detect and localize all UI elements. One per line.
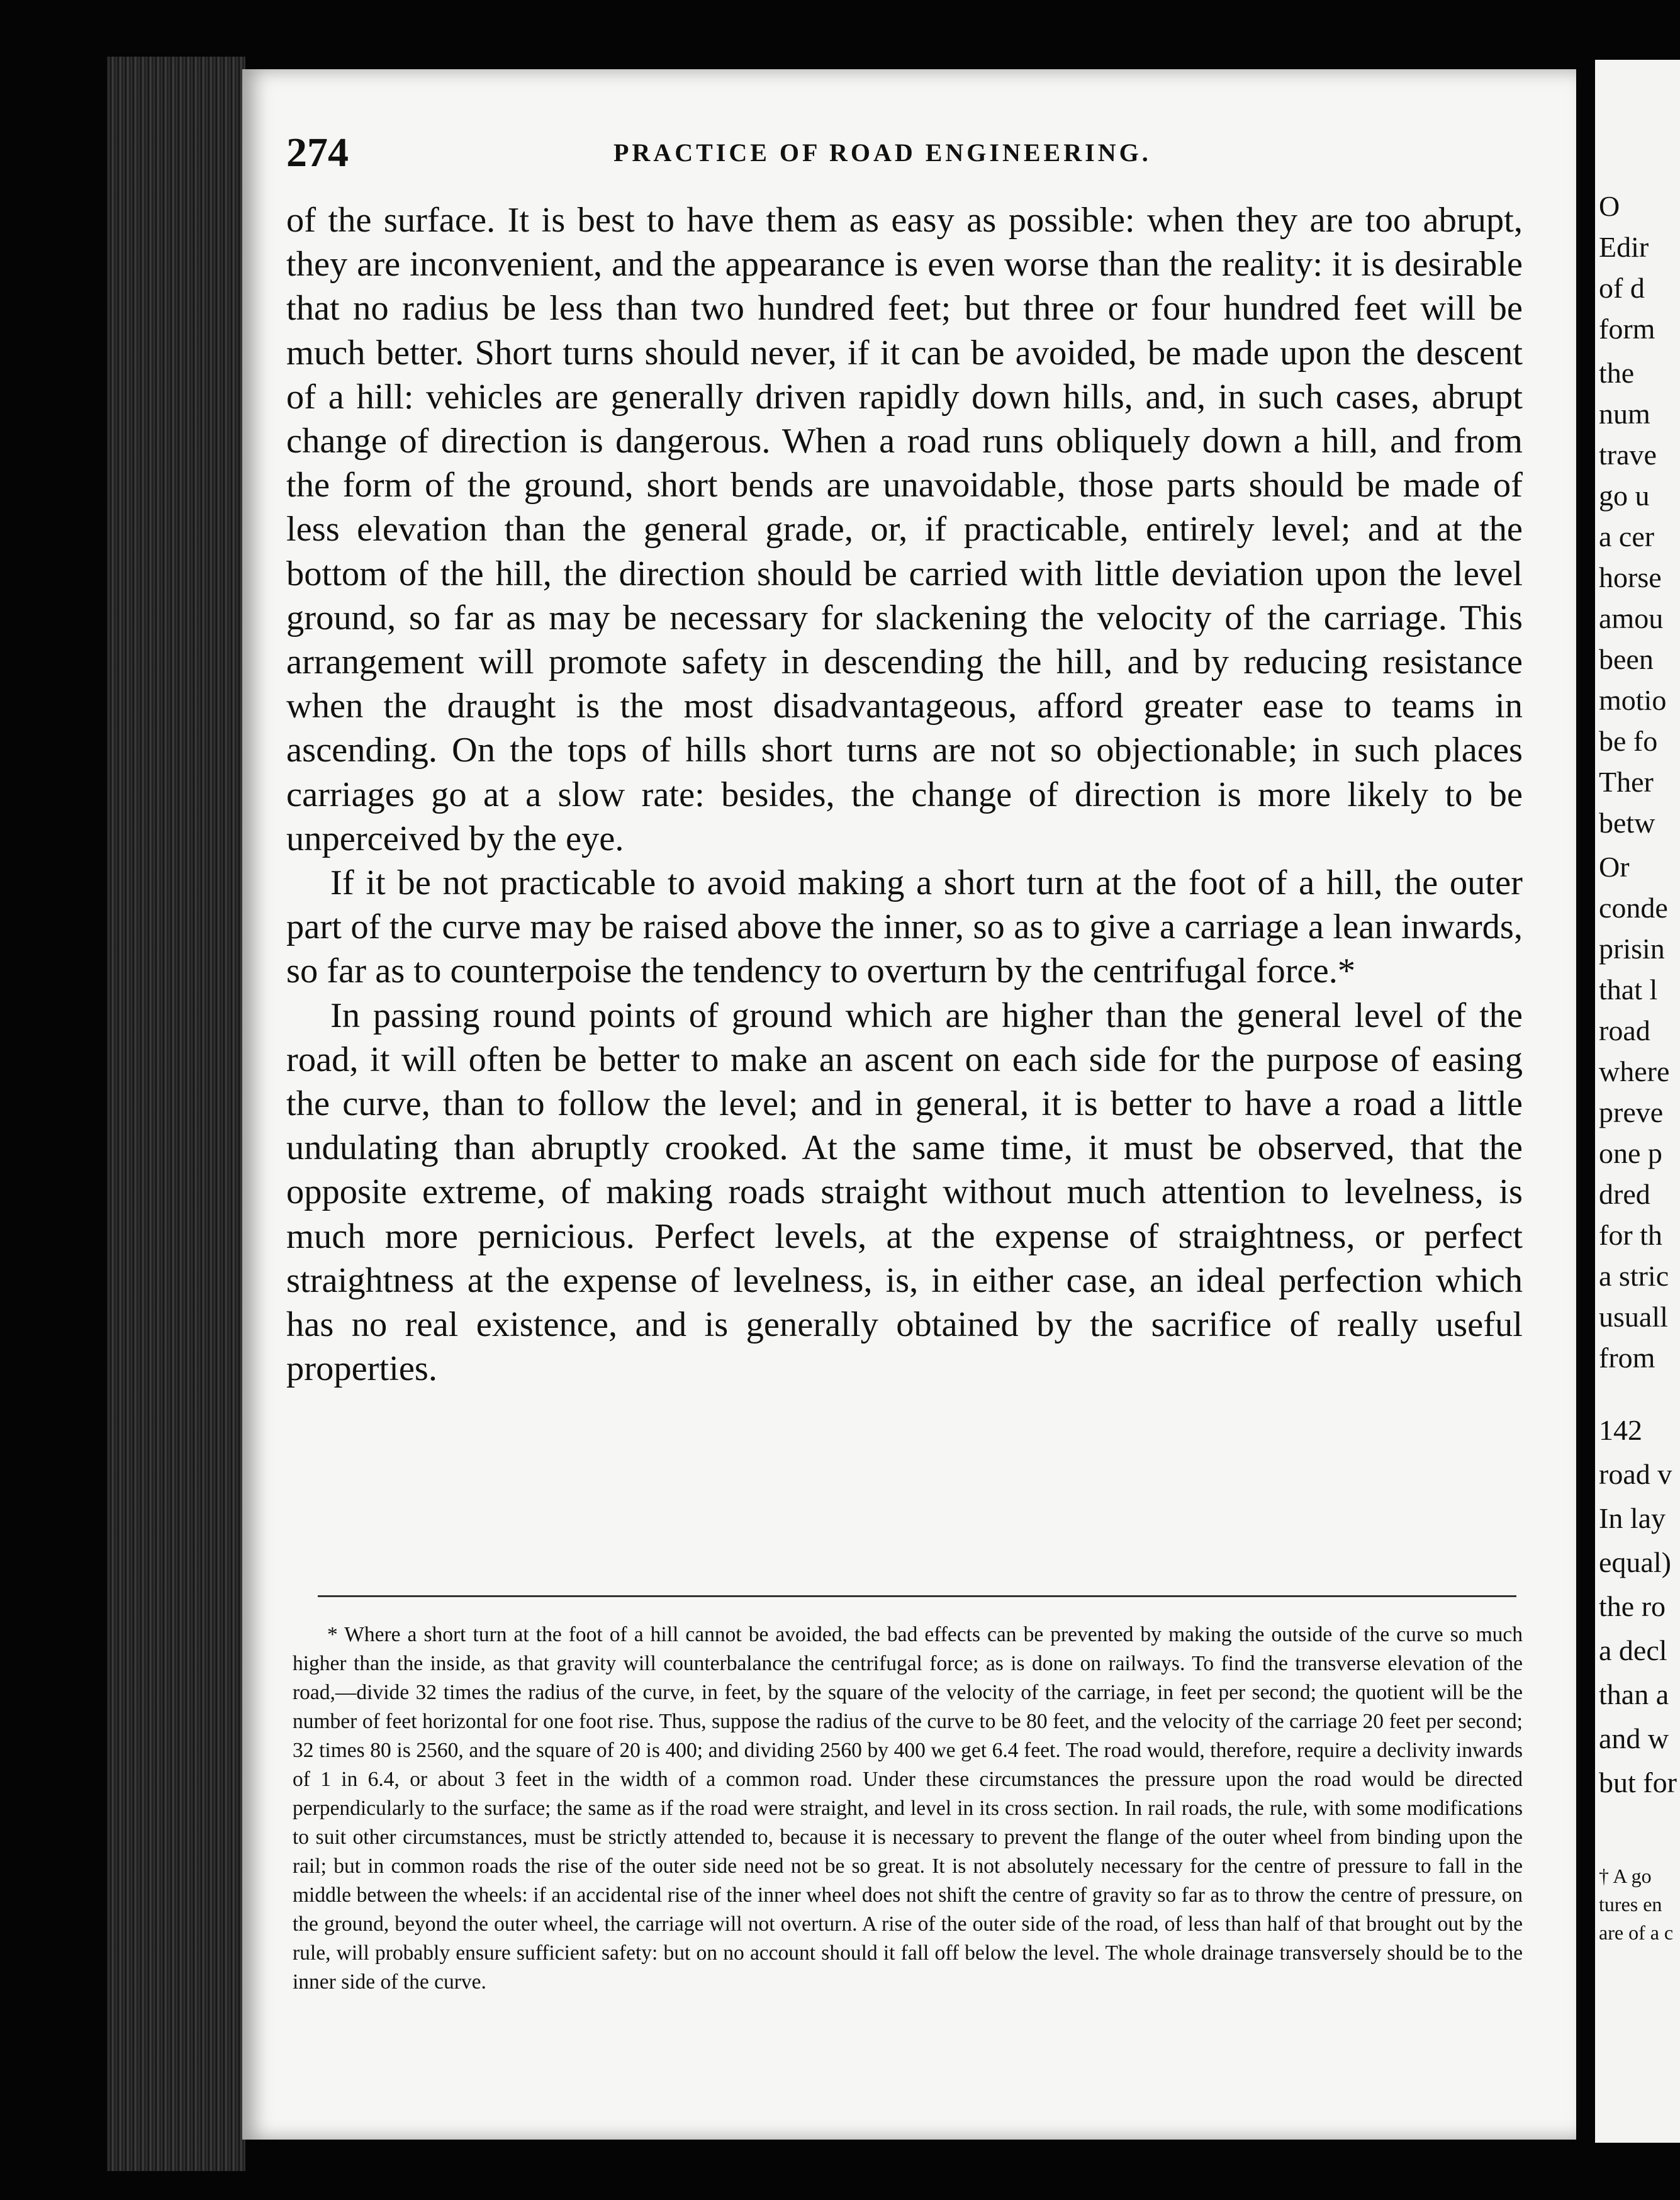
adjacent-line: Or (1599, 851, 1630, 883)
adjacent-line: the ro (1599, 1590, 1666, 1622)
adjacent-line: a decl (1599, 1634, 1667, 1666)
adjacent-line: conde (1599, 892, 1668, 924)
adjacent-line: for th (1599, 1219, 1662, 1251)
adjacent-line: In lay (1599, 1502, 1666, 1534)
adjacent-line: O (1599, 190, 1620, 222)
page-header (286, 129, 1520, 179)
adjacent-line: num (1599, 398, 1650, 430)
adjacent-line: equal) (1599, 1546, 1671, 1578)
adjacent-line: that l (1599, 974, 1658, 1006)
adjacent-line: are of a c (1599, 1921, 1674, 1944)
adjacent-line: amou (1599, 602, 1664, 634)
adjacent-line: where (1599, 1055, 1670, 1087)
book-page-edges (107, 57, 245, 2171)
adjacent-page-fragment (1595, 60, 1680, 2143)
adjacent-line: Edir (1599, 231, 1649, 263)
adjacent-line: a cer (1599, 520, 1655, 553)
running-head: PRACTICE OF ROAD ENGINEERING. (613, 138, 1151, 167)
body-text (286, 198, 1523, 1391)
adjacent-line: 142 (1599, 1414, 1642, 1446)
adjacent-line: one p (1599, 1137, 1662, 1169)
adjacent-line: Ther (1599, 766, 1654, 798)
footnote: * Where a short turn at the foot of a hill cannot be avoided, the bad effects can be prevented by making the outside of the curve so much higher than the inside, as that gravity will counterbalance the centrifugal force; as is done on railways. To find the transverse elevation of the road,—divide 32 times the radius of the curve, in feet, by the square of the velocity of the carriage, in feet per second; the quotient will be the number of feet horizontal for one foot rise. Thus, suppose the radius of the curve to be 80 feet, and the velocity of the carriage 20 feet per second; 32 times 80 is 2560, and the square of 20 is 400; and dividing 2560 by 400 we get 6.4 feet. The road would, therefore, require a declivity inwards of 1 in 6.4, or about 3 feet in the width of a common road. Under these circumstances the pressure upon the road would be directed perpendicularly to the surface; the same as if the road were straight, and level in its cross section. In rail roads, the rule, with some modifications to suit other circumstances, must be strictly attended to, because it is necessary to prevent the flange of the outer wheel from binding upon the rail; but in common roads the rise of the outer side need not be so great. It is not absolutely necessary for the centre of pressure to fall in the middle between the wheels: if an accidental rise of the inner wheel does not shift the centre of gravity so far as to throw the centre of pressure, on the ground, beyond the outer wheel, the carriage will not overturn. A rise of the outer side of the road, of less than half of that brought out by the rule, will probably ensure sufficient safety: but on no account should it fall off below the level. The whole drainage transversely should be to the inner side of the curve. (293, 1623, 1523, 1994)
adjacent-line: † A go (1599, 1865, 1652, 1887)
paragraph-2: If it be not practicable to avoid making a short turn at the foot of a hill, the outer part of the curve may be raised above the inner, so as to give a carriage a lean inwards, so far as to counterpoise the tendency to overturn by the centrifugal force.* (286, 863, 1523, 991)
adjacent-line: but for (1599, 1766, 1677, 1799)
adjacent-line: horse (1599, 561, 1662, 593)
adjacent-line: and w (1599, 1722, 1669, 1754)
adjacent-line: motio (1599, 684, 1667, 716)
adjacent-line: trave (1599, 439, 1657, 471)
adjacent-line: been (1599, 643, 1654, 675)
adjacent-line: road (1599, 1014, 1650, 1047)
adjacent-line: betw (1599, 807, 1655, 839)
adjacent-line: the (1599, 357, 1635, 389)
adjacent-line: go u (1599, 480, 1650, 512)
adjacent-line: preve (1599, 1096, 1664, 1128)
page-number: 274 (286, 130, 349, 176)
paragraph-1: of the surface. It is best to have them as easy as possible: when they are too abrupt, they are inconvenient, and the appearance is even worse than the reality: it is desirable that no radius be less than two hundred feet; but three or four hundred feet will be much better. Short turns should never, if it can be avoided, be made upon the descent of a hill: vehicles are generally driven rapidly down hills, and, in such cases, abrupt change of direction is dangerous. When a road runs obliquely down a hill, and from the form of the ground, short bends are unavoidable, those parts should be made of less elevation than the general grade, or, if practicable, entirely level; and at the bottom of the hill, the direction should be carried with little deviation upon the level ground, so far as may be necessary for slackening the velocity of the carriage. This arrangement will promote safety in descending the hill, and by reducing resistance when the draught is the most disadvantageous, afford greater ease to teams in ascending. On the tops of hills short turns are not so objectionable; in such places carriages go at a slow rate: besides, the change of direction is more likely to be unperceived by the eye. (286, 201, 1523, 858)
paragraph-3: In passing round points of ground which are higher than the general level of the road, it will often be better to make an ascent on each side for the purpose of easing the curve, than to follow the level; and in general, it is better to have a road a little undulating than abruptly crooked. At the same time, it must be observed, that the opposite extreme, of making roads straight without much attention to levelness, is much more pernicious. Perfect levels, at the expense of straightness, or perfect straightness at the expense of levelness, is, in either case, an ideal perfection which has no real existence, and is generally obtained by the sacrifice of really useful properties. (286, 996, 1523, 1389)
adjacent-line: prisin (1599, 933, 1665, 965)
adjacent-line: tures en (1599, 1893, 1662, 1916)
adjacent-line: than a (1599, 1678, 1669, 1710)
adjacent-line: be fo (1599, 725, 1658, 757)
adjacent-line: dred (1599, 1178, 1650, 1210)
book-page (242, 69, 1576, 2140)
footnote-divider (318, 1595, 1516, 1597)
adjacent-line: form (1599, 313, 1655, 345)
adjacent-line: road v (1599, 1458, 1672, 1490)
adjacent-line: usuall (1599, 1301, 1668, 1333)
adjacent-line: of d (1599, 272, 1645, 304)
adjacent-line: from (1599, 1342, 1655, 1374)
adjacent-line: a stric (1599, 1260, 1669, 1292)
